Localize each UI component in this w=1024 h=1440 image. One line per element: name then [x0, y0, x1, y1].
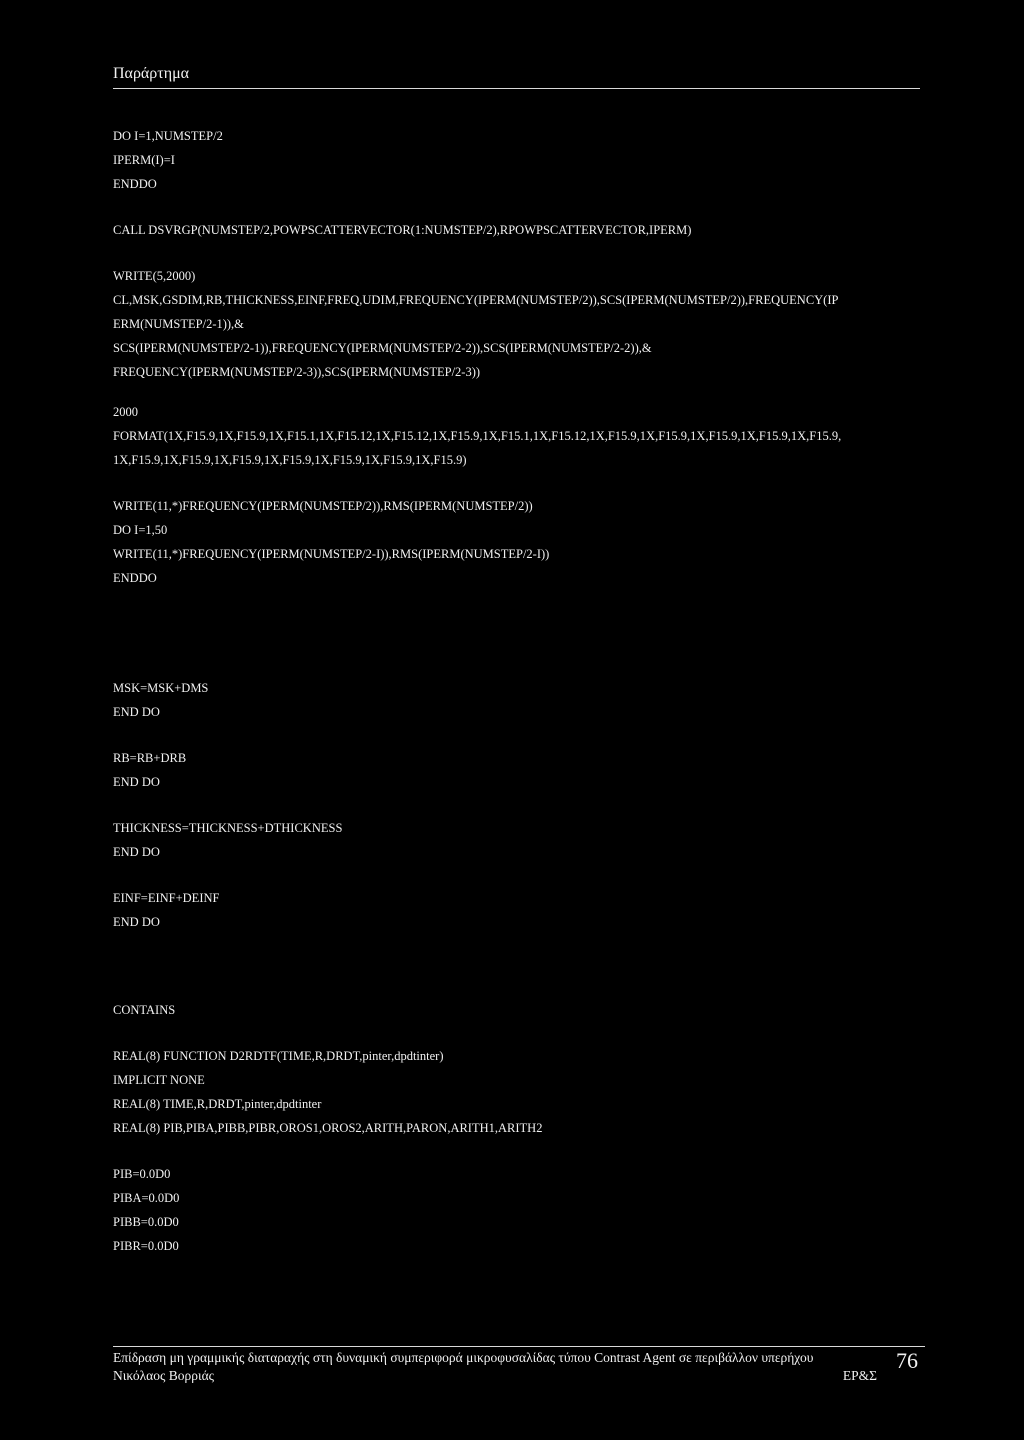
code-line: SCS(IPERM(NUMSTEP/2-1)),FREQUENCY(IPERM(NUMSTEP/2-2)),SCS(IPERM(NUMSTEP/2-2)),&: [113, 341, 652, 355]
code-line: REAL(8) FUNCTION D2RDTF(TIME,R,DRDT,pinter,dpdtinter): [113, 1049, 444, 1063]
code-line: WRITE(5,2000): [113, 269, 196, 283]
code-line: EINF=EINF+DEINF: [113, 891, 220, 905]
code-line: CL,MSK,GSDIM,RB,THICKNESS,EINF,FREQ,UDIM,FREQUENCY(IPERM(NUMSTEP/2)),SCS(IPERM(NUMSTEP/2)),FREQUENCY(IP: [113, 293, 839, 307]
code-line: 1X,F15.9,1X,F15.9,1X,F15.9,1X,F15.9,1X,F15.9,1X,F15.9,1X,F15.9): [113, 453, 467, 467]
code-line: FORMAT(1X,F15.9,1X,F15.9,1X,F15.1,1X,F15.12,1X,F15.12,1X,F15.9,1X,F15.1,1X,F15.12,1X,F15.9,1X,F15.9,1X,F15.9,1X,F15.9,1X,F15.9,: [113, 429, 842, 443]
code-line: ERM(NUMSTEP/2-1)),&: [113, 317, 244, 331]
code-line: PIBR=0.0D0: [113, 1239, 179, 1253]
code-line: CONTAINS: [113, 1003, 176, 1017]
code-line: CALL DSVRGP(NUMSTEP/2,POWPSCATTERVECTOR(1:NUMSTEP/2),RPOWPSCATTERVECTOR,IPERM): [113, 223, 692, 237]
code-line: REAL(8) PIB,PIBA,PIBB,PIBR,OROS1,OROS2,ARITH,PARON,ARITH1,ARITH2: [113, 1121, 543, 1135]
code-line: MSK=MSK+DMS: [113, 681, 209, 695]
code-line: PIBB=0.0D0: [113, 1215, 179, 1229]
code-line: PIB=0.0D0: [113, 1167, 171, 1181]
page-footer: [113, 1346, 925, 1387]
footer-author: Νικόλαος Βορριάς: [113, 1368, 215, 1383]
page-title: Παράρτημα: [113, 65, 190, 82]
code-line: WRITE(11,*)FREQUENCY(IPERM(NUMSTEP/2)),RMS(IPERM(NUMSTEP/2)): [113, 499, 533, 513]
page-header: [113, 64, 920, 89]
code-line: ENDDO: [113, 571, 157, 585]
code-line: THICKNESS=THICKNESS+DTHICKNESS: [113, 821, 343, 835]
code-line: ENDDO: [113, 177, 157, 191]
footer-department: ΕΡ&Σ: [842, 1368, 877, 1383]
code-line: DO I=1,50: [113, 523, 168, 537]
footer-thesis-title: Επίδραση μη γραμμικής διαταραχής στη δυναμική συμπεριφορά μικροφυσαλίδας τύπου Contrast Agent σε περιβάλλον υπερήχου: [113, 1350, 814, 1365]
code-line: WRITE(11,*)FREQUENCY(IPERM(NUMSTEP/2-I)),RMS(IPERM(NUMSTEP/2-I)): [113, 547, 550, 561]
code-line: REAL(8) TIME,R,DRDT,pinter,dpdtinter: [113, 1097, 322, 1111]
code-line: FREQUENCY(IPERM(NUMSTEP/2-3)),SCS(IPERM(NUMSTEP/2-3)): [113, 365, 481, 379]
code-line: DO I=1,NUMSTEP/2: [113, 129, 223, 143]
code-line: END DO: [113, 915, 160, 929]
code-line: IPERM(I)=I: [113, 153, 175, 167]
code-line: END DO: [113, 845, 160, 859]
code-line: END DO: [113, 775, 160, 789]
code-line: END DO: [113, 705, 160, 719]
page-number: 76: [896, 1348, 918, 1373]
code-line: RB=RB+DRB: [113, 751, 187, 765]
code-line: 2000: [113, 405, 138, 419]
code-line: PIBA=0.0D0: [113, 1191, 180, 1205]
code-listing: [113, 124, 925, 1258]
code-line: IMPLICIT NONE: [113, 1073, 205, 1087]
